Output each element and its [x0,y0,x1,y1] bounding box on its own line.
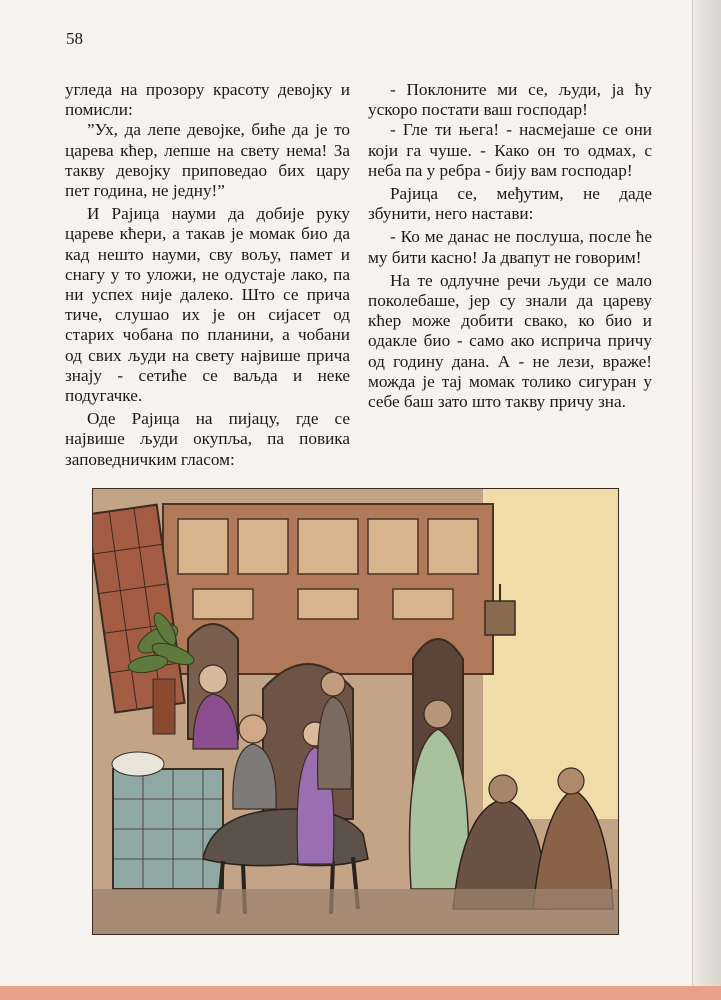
paragraph: На те одлучне речи људи се мало поколебаше, јер су знали да цареву кћер може добити свако, ко био и одакле био - само ако исприча причу од годину дана. А - не лези, враже! можда је тај момак толико сигуран у себе баш зато што такву причу зна. [368,270,652,412]
bottom-band [0,986,721,1000]
paragraph: ”Ух, да лепе девојке, биће да је то царева кћер, лепше на свету нема! За такву девојку приповедао бих цару пет година, не једну!” [65,120,350,201]
paragraph: угледа на прозору красоту девојку и помисли: [65,80,350,120]
page-number: 58 [66,29,83,48]
paragraph: - Поклоните ми се, људи, ја ћу ускоро постати ваш господар! [368,80,652,120]
paragraph: И Рајица науми да добије руку цареве кћери, а такав је момак био да кад нешто науми, сву вољу, памет и снагу у то уложи, не одустаје лако, па ни успех није далеко. Што се прича тиче, слушао их је он сијасет од старих чобана по планини, а чобани од свих људи на свету највише прича знају - сетиће се ваљда и неке подугачке. [65,204,350,406]
paragraph: Оде Рајица на пијацу, где се највише људи окупља, па повика заповедничким гласом: [65,409,350,469]
paragraph: - Гле ти њега! - насмејаше се они који га чуше. - Како он то одмах, с неба па у ребра - бију вам господар! [368,120,652,180]
right-column [368,80,652,412]
paragraph: - Ко ме данас не послуша, после ће му бити касно! Ја двапут не говорим! [368,227,652,267]
page-edge [692,0,721,1000]
left-column [65,80,350,470]
paragraph: Рајица се, међутим, не даде збунити, него настави: [368,184,652,224]
illustration-drawing [93,489,618,934]
market-illustration [92,488,619,935]
